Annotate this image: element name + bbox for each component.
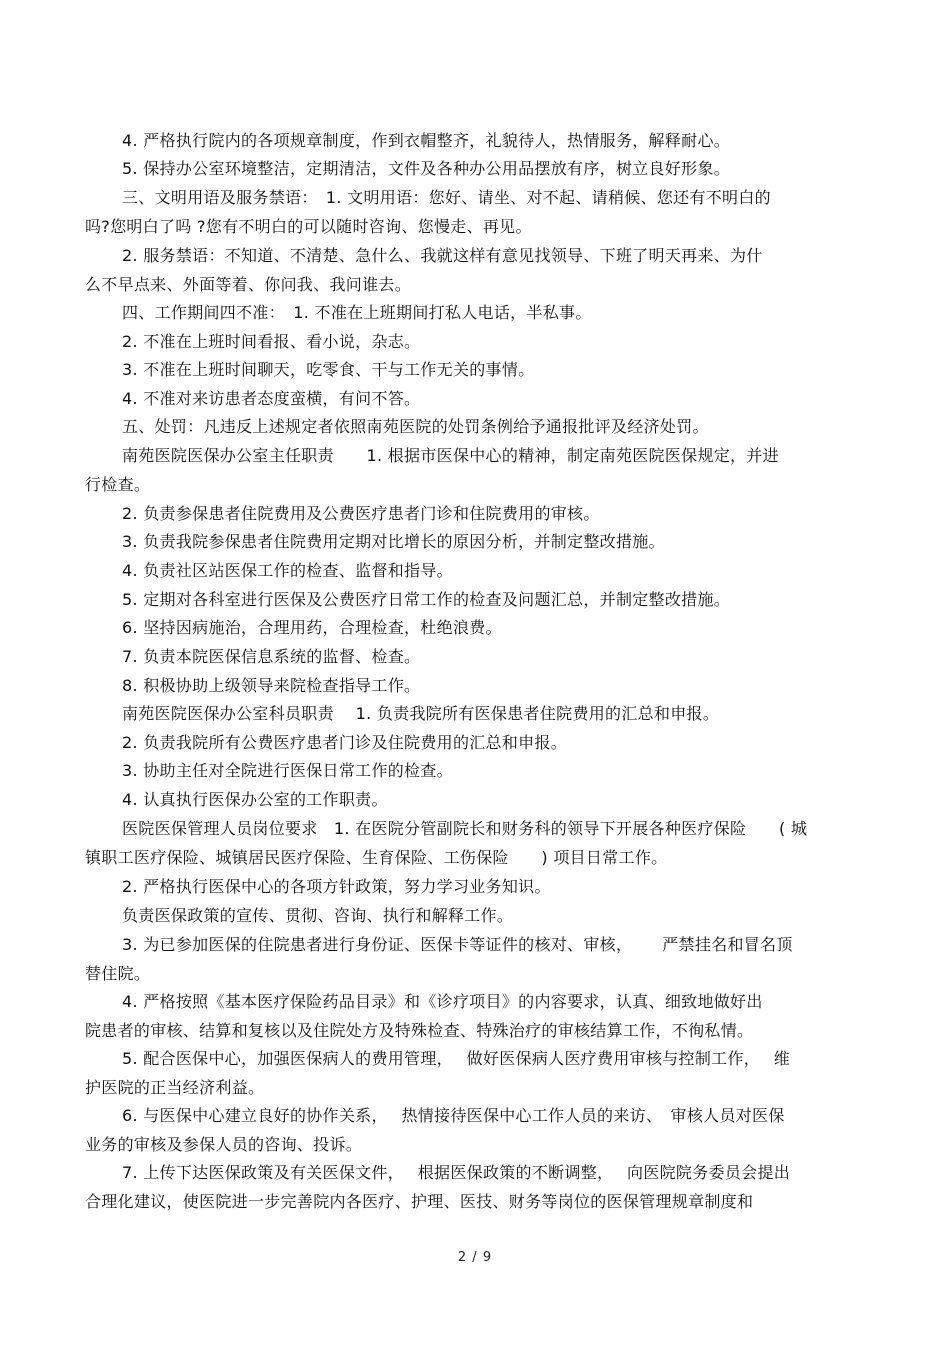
text-line: 4. 严格执行院内的各项规章制度，作到衣帽整齐，礼貌待人，热情服务，解释耐心。 bbox=[122, 131, 731, 150]
text-line: 2. 负责参保患者住院费用及公费医疗患者门诊和住院费用的审核。 bbox=[122, 504, 600, 523]
text-line: 8. 积极协助上级领导来院检查指导工作。 bbox=[122, 676, 421, 695]
text-line: 7. 上传下达医保政策及有关医保文件， 根据医保政策的不断调整， 向医院院务委员会提出 bbox=[122, 1163, 791, 1182]
text-line: 2. 严格执行医保中心的各项方针政策，努力学习业务知识。 bbox=[122, 877, 551, 896]
text-line: 南苑医院医保办公室科员职责 1. 负责我院所有医保患者住院费用的汇总和申报。 bbox=[122, 704, 720, 723]
text-line: 3. 为已参加医保的住院患者进行身份证、医保卡等证件的核对、审核， 严禁挂名和冒名顶 bbox=[122, 935, 793, 954]
text-line: 3. 负责我院参保患者住院费用定期对比增长的原因分析，并制定整改措施。 bbox=[122, 532, 665, 551]
text-line: 么不早点来、外面等着、你问我、我问谁去。 bbox=[85, 275, 412, 294]
text-line: 医院医保管理人员岗位要求 1. 在医院分管副院长和财务科的领导下开展各种医疗保险 ( 城 bbox=[122, 819, 808, 838]
text-line: 院患者的审核、结算和复核以及住院处方及特殊检查、特殊治疗的审核结算工作，不徇私情。 bbox=[85, 1021, 754, 1040]
text-line: 镇职工医疗保险、城镇居民医疗保险、生育保险、工伤保险 ) 项目日常工作。 bbox=[85, 848, 668, 867]
text-line: 5. 配合医保中心，加强医保病人的费用管理， 做好医保病人医疗费用审核与控制工作， 维 bbox=[122, 1049, 791, 1068]
text-line: 五、处罚：凡违反上述规定者依照南苑医院的处罚条例给予通报批评及经济处罚。 bbox=[122, 417, 709, 436]
text-line: 2. 服务禁语：不知道、不清楚、急什么、我就这样有意见找领导、下班了明天再来、为什 bbox=[122, 246, 763, 265]
text-line: 吗?您明白了吗 ?您有不明白的可以随时咨询、您慢走、再见。 bbox=[85, 217, 532, 236]
text-line: 2. 负责我院所有公费医疗患者门诊及住院费用的汇总和申报。 bbox=[122, 733, 568, 752]
text-line: 6. 与医保中心建立良好的协作关系， 热情接待医保中心工作人员的来访、 审核人员对医保 bbox=[122, 1106, 785, 1125]
text-line: 4. 认真执行医保办公室的工作职责。 bbox=[122, 790, 388, 809]
text-line: 3. 不准在上班时间聊天，吃零食、干与工作无关的事情。 bbox=[122, 360, 535, 379]
text-line: 7. 负责本院医保信息系统的监督、检查。 bbox=[122, 647, 421, 666]
text-line: 4. 严格按照《基本医疗保险药品目录》和《诊疗项目》的内容要求，认真、细致地做好出 bbox=[122, 992, 763, 1011]
text-line: 南苑医院医保办公室主任职责 1. 根据市医保中心的精神，制定南苑医院医保规定，并进 bbox=[122, 446, 779, 465]
text-line: 3. 协助主任对全院进行医保日常工作的检查。 bbox=[122, 761, 453, 780]
text-line: 替住院。 bbox=[85, 964, 151, 983]
text-line: 5. 定期对各科室进行医保及公费医疗日常工作的检查及问题汇总，并制定整改措施。 bbox=[122, 590, 731, 609]
text-line: 行检查。 bbox=[85, 475, 151, 494]
text-line: 业务的审核及参保人员的咨询、投诉。 bbox=[85, 1135, 363, 1154]
text-line: 护医院的正当经济利益。 bbox=[85, 1078, 265, 1097]
text-line: 合理化建议，使医院进一步完善院内各医疗、护理、医技、财务等岗位的医保管理规章制度和 bbox=[85, 1192, 754, 1211]
text-line: 三、文明用语及服务禁语： 1. 文明用语：您好、请坐、对不起、请稍候、您还有不明白的 bbox=[122, 188, 771, 207]
text-line: 负责医保政策的宣传、贯彻、咨询、执行和解释工作。 bbox=[122, 906, 514, 925]
text-line: 四、工作期间四不准： 1. 不准在上班期间打私人电话，半私事。 bbox=[122, 303, 592, 322]
text-line: 2. 不准在上班时间看报、看小说，杂志。 bbox=[122, 332, 421, 351]
text-line: 4. 不准对来访患者态度蛮横，有问不答。 bbox=[122, 389, 421, 408]
text-line: 6. 坚持因病施治，合理用药，合理检查，杜绝浪费。 bbox=[122, 618, 502, 637]
text-line: 5. 保持办公室环境整洁，定期清洁，文件及各种办公用品摆放有序，树立良好形象。 bbox=[122, 159, 731, 178]
text-line: 4. 负责社区站医保工作的检查、监督和指导。 bbox=[122, 561, 453, 580]
page-number: 2 / 9 bbox=[457, 1250, 493, 1265]
